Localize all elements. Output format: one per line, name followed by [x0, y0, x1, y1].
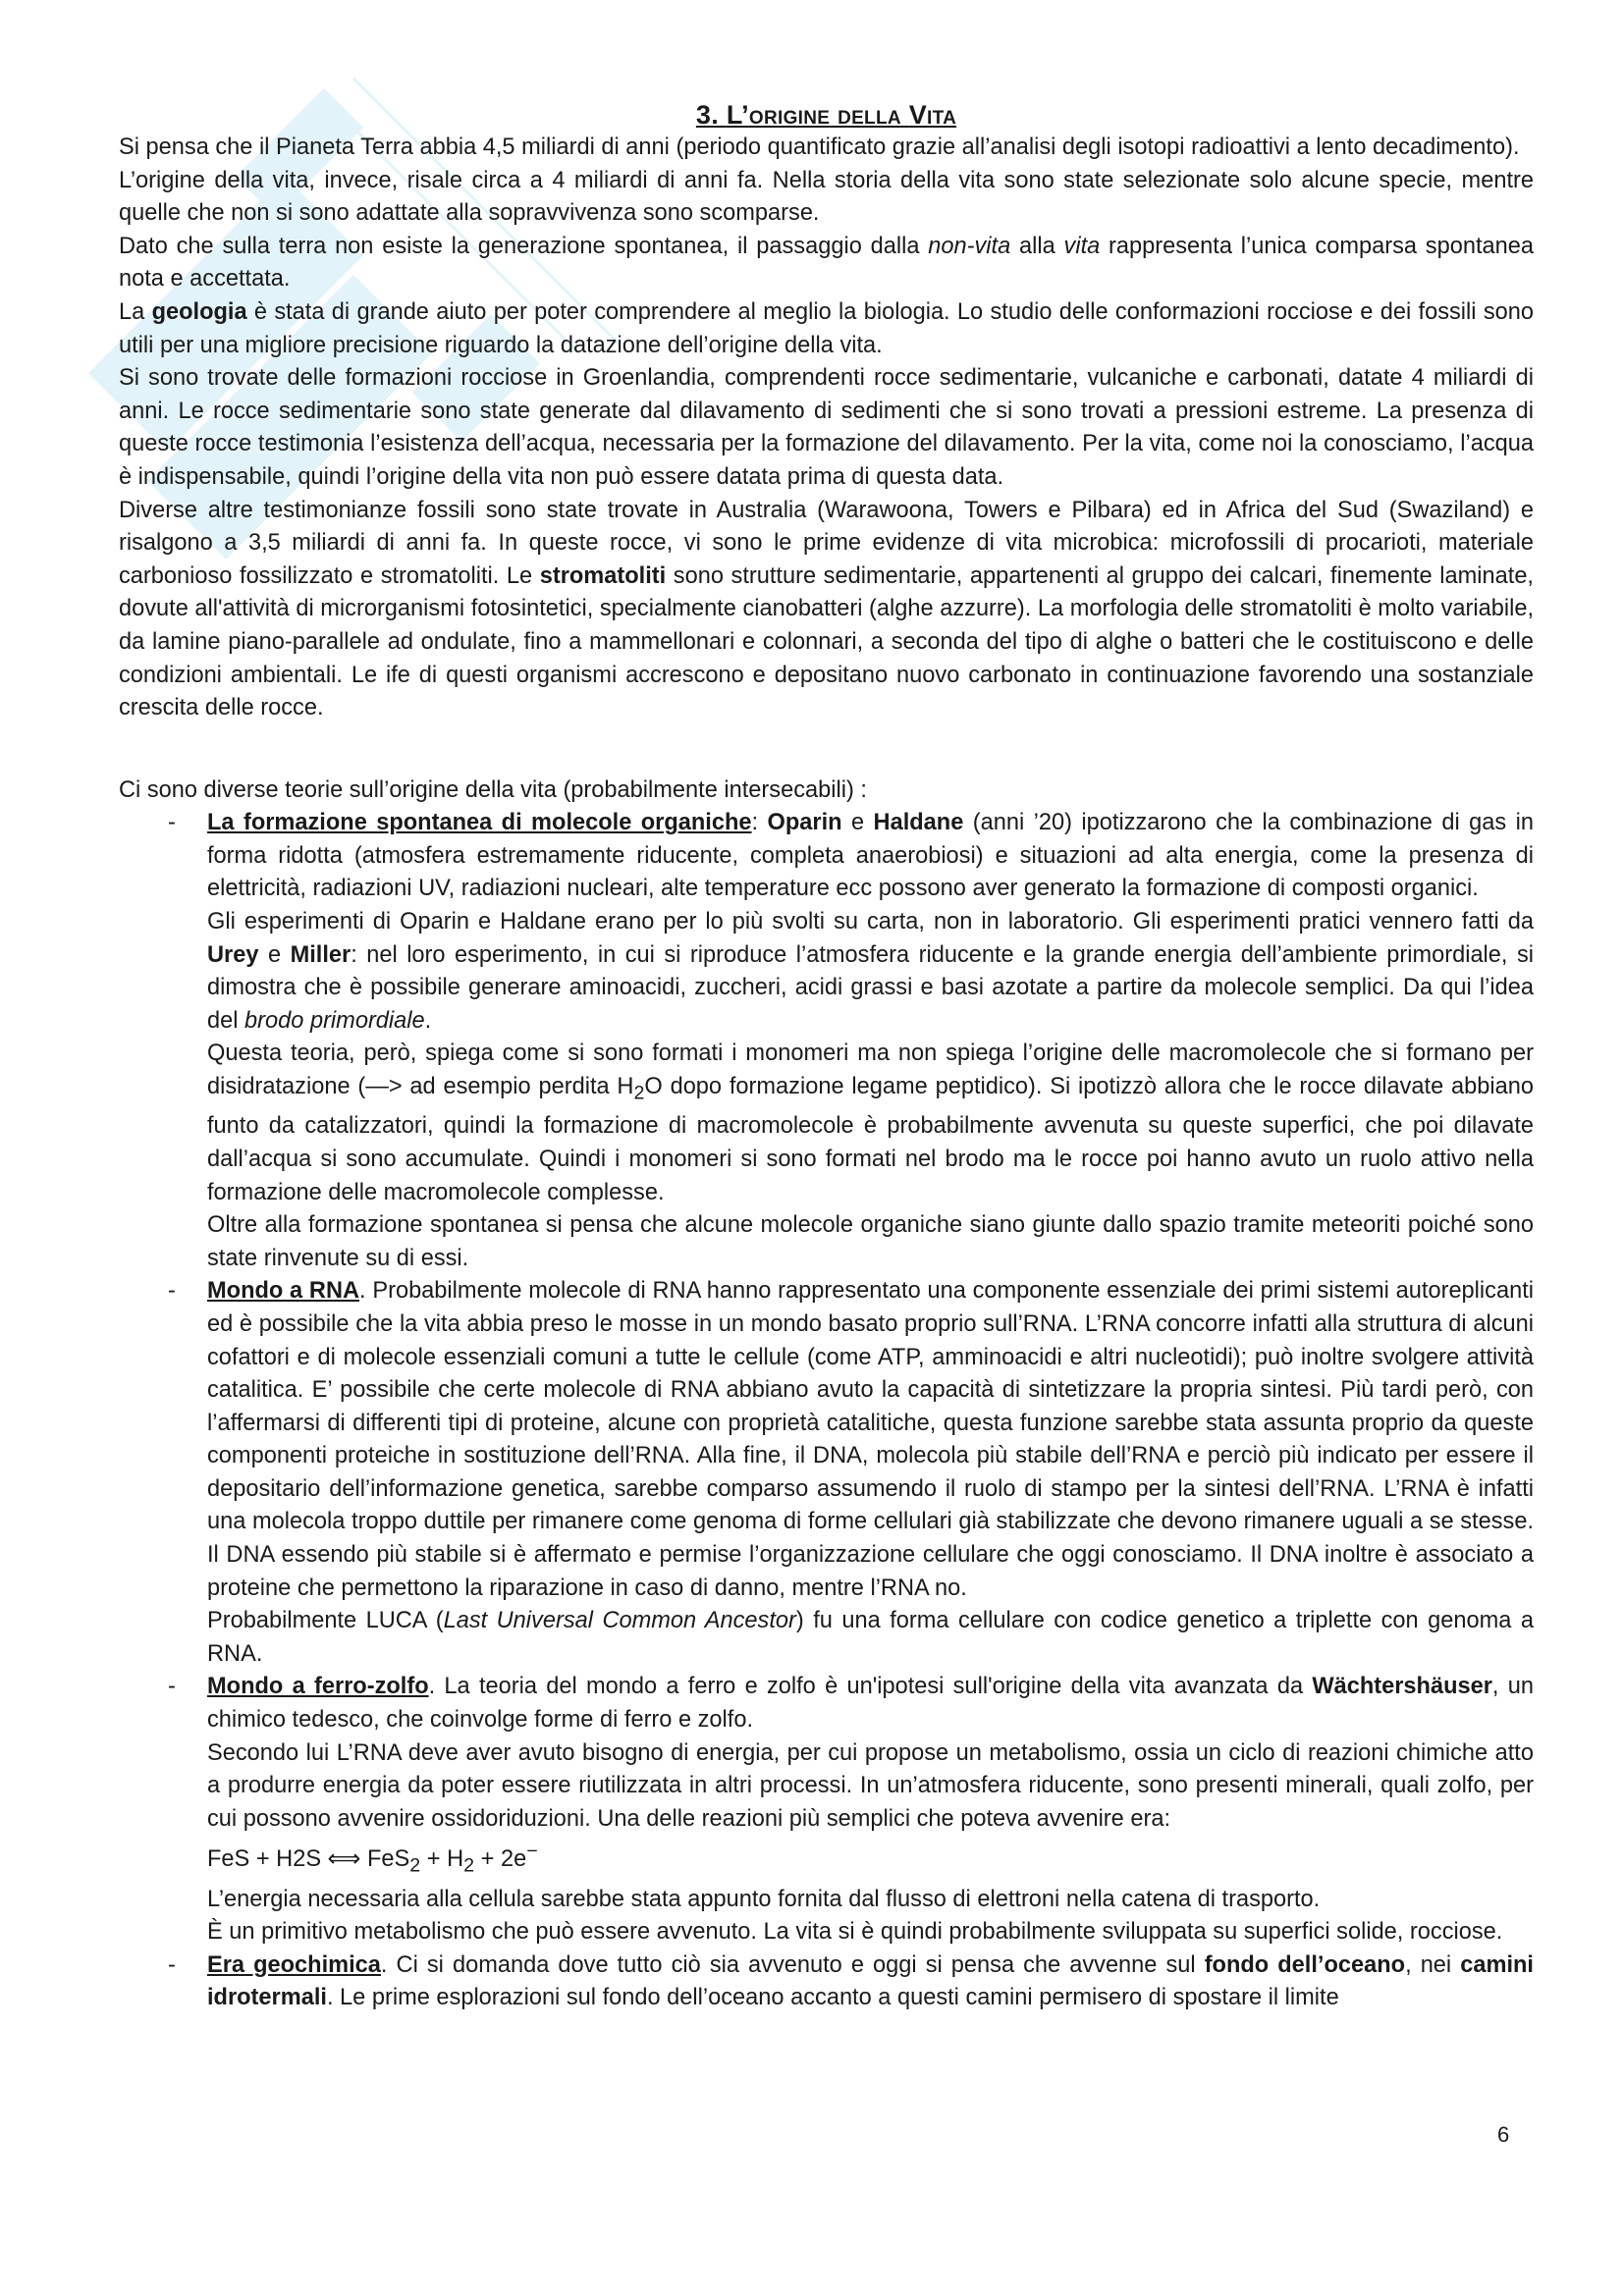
document-body	[119, 98, 1534, 2015]
paragraph: Si sono trovate delle formazioni rocciose in Groenlandia, comprendenti rocce sedimentarie, vulcaniche e carbonati, datate 4 miliardi di anni. Le rocce sedimentarie sono state generate dal dilavamento di sedimenti che si sono trovati a pressioni estreme. La presenza di queste rocce testimonia l’esistenza dell’acqua, necessaria per la formazione del dilavamento. Per la vita, come noi la conosciamo, l’acqua è indispensabile, quindi l’origine della vita non può essere datata prima di questa data.	[119, 365, 1534, 490]
theory-name: Era geochimica	[207, 1951, 381, 1978]
paragraph: L’origine della vita, invece, risale circa a 4 miliardi di anni fa. Nella storia della vita sono state selezionate solo alcune specie, mentre quelle che non si sono adattate alla sopravvivenza sono scomparse.	[119, 167, 1534, 227]
double-arrow-icon: ⟺	[327, 1846, 361, 1873]
theories-list	[119, 807, 1534, 2015]
paragraph: Si pensa che il Pianeta Terra abbia 4,5 miliardi di anni (periodo quantificato grazie all’analisi degli isotopi radioattivi a lento decadimento).	[119, 134, 1520, 160]
theories-intro: Ci sono diverse teorie sull’origine della vita (probabilmente intersecabili) :	[119, 776, 867, 803]
theory-name: Mondo a RNA	[207, 1278, 360, 1305]
paragraph: Diverse altre testimonianze fossili sono state trovate in Australia (Warawoona, Towers e Pilbara) ed in Africa del Sud (Swaziland) e risalgono a 3,5 miliardi di anni fa. In queste rocce, vi sono le prime evidenze di vita microbica: microfossili di procarioti, materiale carbonioso fossilizzato e stromatoliti. Le stromatoliti sono strutture sedimentarie, appartenenti al gruppo dei calcari, finemente laminate, dovute all'attività di microrganismi fotosintetici, specialmente cianobatteri (alghe azzurre). La morfologia delle stromatoliti è molto variabile, da lamine piano-parallele ad ondulate, fino a mammellonari e colonnari, a seconda del tipo di alghe o batteri che le costituiscono e delle condizioni ambientali. Le ife di questi organismi accrescono e depositano nuovo carbonato in continuazione favorendo una sostanziale crescita delle rocce.	[119, 497, 1534, 721]
page-title: 3. L’origine della Vita	[695, 100, 957, 130]
theory-name: Mondo a ferro-zolfo	[207, 1674, 429, 1700]
theory-name: La formazione spontanea di molecole organiche	[207, 810, 752, 836]
list-item: - Mondo a ferro-zolfo. La teoria del mondo a ferro e zolfo è un'ipotesi sull'origine della vita avanzata da Wächtershäuser, un chimico tedesco, che coinvolge forme di ferro e zolfo. Secondo lui L’RNA deve aver avuto bisogno di energia, per cui propose un metabolismo, ossia un ciclo di reazioni chimiche atto a produrre energia da poter essere riutilizzata in altri processi. In un’atmosfera riducente, sono presenti minerali, quali zolfo, per cui possono avvenire ossidoriduzioni. Una delle reazioni più semplici che poteva avvenire era: FeS + H2S ⟺ $FeS_2 + H_2 + 2e^-$ L’energia necessaria alla cellula sarebbe stata appunto fornita dal flusso di elettroni nella catena di trasporto. È un primitivo metabolismo che può essere avvenuto. La vita si è quindi probabilmente sviluppata su superfici solide, rocciose.	[119, 1671, 1534, 1949]
chemical-equation: FeS + H2S ⟺ $FeS_2 + H_2 + 2e^-$	[207, 1841, 538, 1877]
paragraph: La geologia è stata di grande aiuto per poter comprendere al meglio la biologia. Lo studio delle conformazioni rocciose e dei fossili sono utili per una migliore precisione riguardo la datazione dell’origine della vita.	[119, 298, 1534, 358]
list-item: - La formazione spontanea di molecole organiche: Oparin e Haldane (anni ’20) ipotizzarono che la combinazione di gas in forma ridotta (atmosfera estremamente riducente, completa anaerobiosi) e situazioni ad alta energia, come la presenza di elettricità, radiazioni UV, radiazioni nucleari, alte temperature ecc possono aver generato la formazione di composti organici. Gli esperimenti di Oparin e Haldane erano per lo più svolti su carta, non in laboratorio. Gli esperimenti pratici vennero fatti da Urey e Miller: nel loro esperimento, in cui si riproduce l’atmosfera riducente e la grande energia dell’ambiente primordiale, si dimostra che è possibile generare aminoacidi, zuccheri, acidi grassi e basi azotate a partire da molecole semplici. Da qui l’idea del brodo primordiale. Questa teoria, però, spiega come si sono formati i monomeri ma non spiega l’origine delle macromolecole che si formano per disidratazione (—> ad esempio perdita $H_2O$ dopo formazione legame peptidico). Si ipotizzò allora che le rocce dilavate abbiano funto da catalizzatori, quindi la formazione di macromolecole è probabilmente avvenuta su queste superfici, che poi dilavate dall’acqua si sono accumulate. Quindi i monomeri si sono formati nel brodo ma le rocce poi hanno avuto un ruolo attivo nella formazione delle macromolecole complesse. Oltre alla formazione spontanea si pensa che alcune molecole organiche siano giunte dallo spazio tramite meteoriti poiché sono state rinvenute su di essi.	[119, 807, 1534, 1275]
list-item: - Era geochimica. Ci si domanda dove tutto ciò sia avvenuto e oggi si pensa che avvenne sul fondo dell’oceano, nei camini idrotermali. Le prime esplorazioni sul fondo dell’oceano accanto a questi camini permisero di spostare il limite	[119, 1949, 1534, 2015]
list-item: - Mondo a RNA. Probabilmente molecole di RNA hanno rappresentato una componente essenziale dei primi sistemi autoreplicanti ed è possibile che la vita abbia preso le mosse in un mondo basato proprio sull’RNA. L’RNA concorre infatti alla struttura di alcuni cofattori e di molecole essenziali comuni a tutte le cellule (come ATP, amminoacidi e altri nucleotidi); può inoltre svolgere attività catalitica. E’ possibile che certe molecole di RNA abbiano avuto la capacità di sintetizzare la propria sintesi. Più tardi però, con l’affermarsi di differenti tipi di proteine, alcune con proprietà catalitiche, questa funzione sarebbe stata assunta proprio da queste componenti proteiche in sostituzione dell’RNA. Alla fine, il DNA, molecola più stabile dell’RNA e perciò più indicato per essere il depositario dell’informazione genetica, sarebbe comparso assumendo il ruolo di stampo per la sintesi dell’RNA. L’RNA è infatti una molecola troppo duttile per rimanere come genoma di forme cellulari già stabilizzate che devono rimanere uguali a se stesse. Il DNA essendo più stabile si è affermato e permise l’organizzazione cellulare che oggi conosciamo. Il DNA inoltre è associato a proteine che permettono la riparazione in caso di danno, mentre l’RNA no. Probabilmente LUCA (Last Universal Common Ancestor) fu una forma cellulare con codice genetico a triplette con genoma a RNA.	[119, 1275, 1534, 1671]
page-number: 6	[1497, 2122, 1510, 2147]
paragraph: Dato che sulla terra non esiste la generazione spontanea, il passaggio dalla non-vita alla vita rappresenta l’unica comparsa spontanea nota e accettata.	[119, 233, 1535, 293]
